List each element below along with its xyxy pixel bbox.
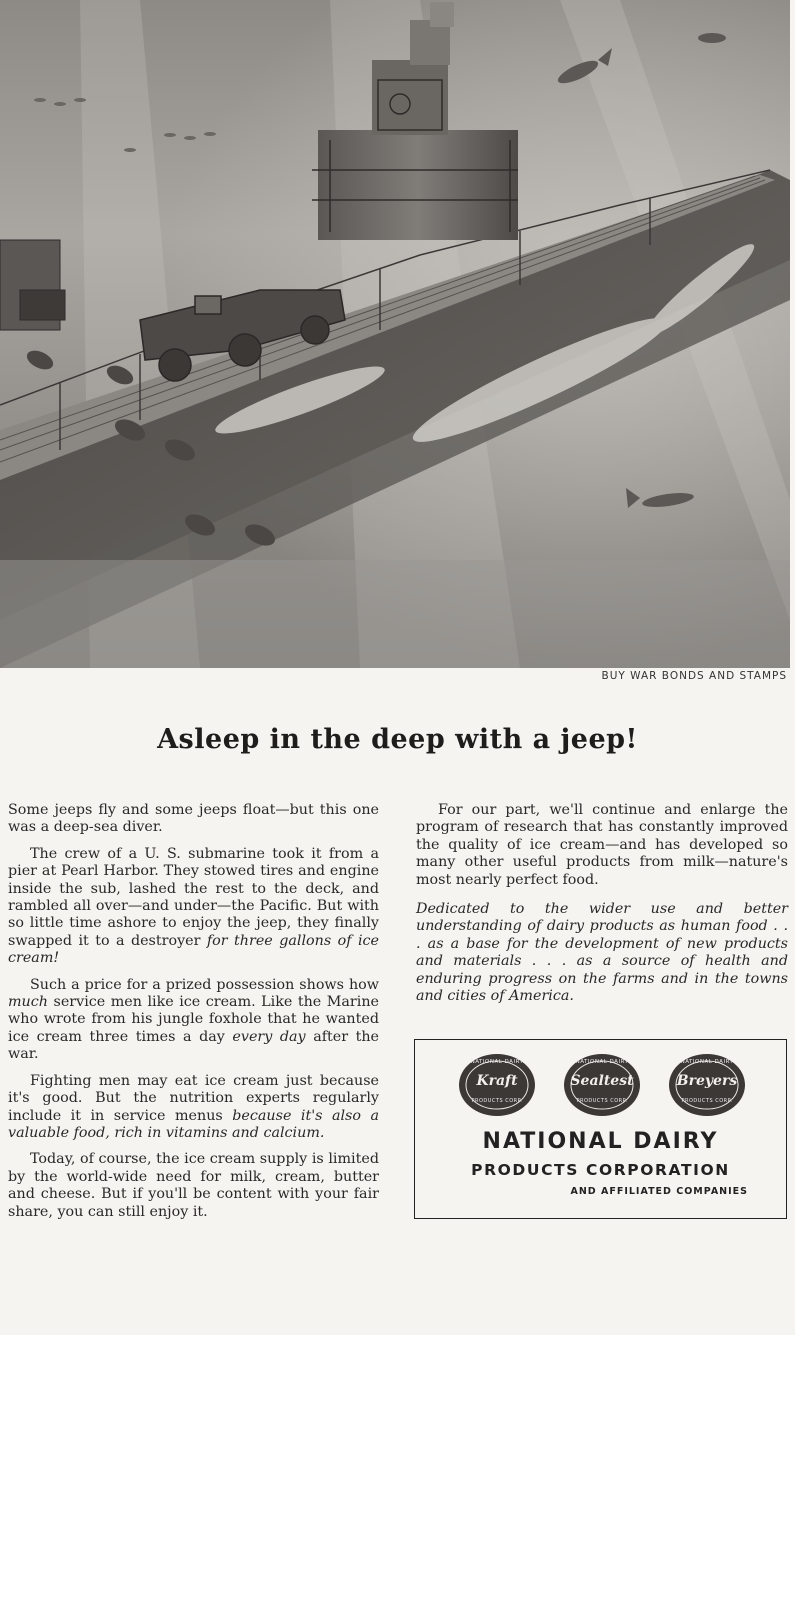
paragraph-4: Fighting men may eat ice cream just because it's good. But the nutrition experts regularly include it in service menus because it's also a valuable food, rich in vitamins and calcium. (8, 1072, 380, 1141)
right-column (416, 802, 788, 1014)
dedication-paragraph: Dedicated to the wider use and better understanding of dairy products as human food . . . as a base for the development of new products and materials . . . as a source of health and enduring progress on the farms and in the towns and cities of America. (416, 901, 788, 1005)
paragraph-1: Some jeeps fly and some jeeps float—but this one was a deep-sea diver. (8, 802, 379, 836)
national-dairy-logo-box (414, 1039, 787, 1219)
research-paragraph: For our part, we'll continue and enlarge the program of research that has constantly improved the quality of ice cream—and has developed so many other useful products from milk—nature's most nearly perfect food. (416, 802, 788, 888)
paragraph-5: Today, of course, the ice cream supply is limited by the world-wide need for milk, cream, butter and cheese. But if you'll be content with your fair share, you can still enjoy it. (8, 1151, 379, 1220)
breyers-seal: NATIONAL DAIRY Breyers PRODUCTS CORP. (667, 1052, 747, 1118)
paragraph-2: The crew of a U. S. submarine took it from a pier at Pearl Harbor. They stowed tires and engine inside the sub, lashed the rest to the deck, and rambled all over—and under—the Pacific. But with so little time ashore to enjoy the jeep, they finally swapped it to a destroyer for three gallons of ice cream! (8, 845, 379, 967)
left-column (8, 802, 379, 1230)
war-bonds-credit: BUY WAR BONDS AND STAMPS (601, 670, 787, 682)
headline: Asleep in the deep with a jeep! (157, 724, 638, 755)
kraft-seal: NATIONAL DAIRY Kraft PRODUCTS CORP. (457, 1052, 537, 1118)
affiliated-companies: AND AFFILIATED COMPANIES (570, 1186, 748, 1197)
company-subtitle: PRODUCTS CORPORATION (471, 1161, 730, 1179)
brand-seals (415, 1052, 786, 1120)
sealtest-seal: NATIONAL DAIRY Sealtest PRODUCTS CORP. (562, 1052, 642, 1118)
company-name: NATIONAL DAIRY (482, 1129, 719, 1154)
paragraph-3: Such a price for a prized possession shows how much service men like ice cream. Like the Marine who wrote from his jungle foxhole that he wanted ice cream three times a day every day after the war. (8, 976, 380, 1063)
submarine-illustration (0, 0, 790, 668)
